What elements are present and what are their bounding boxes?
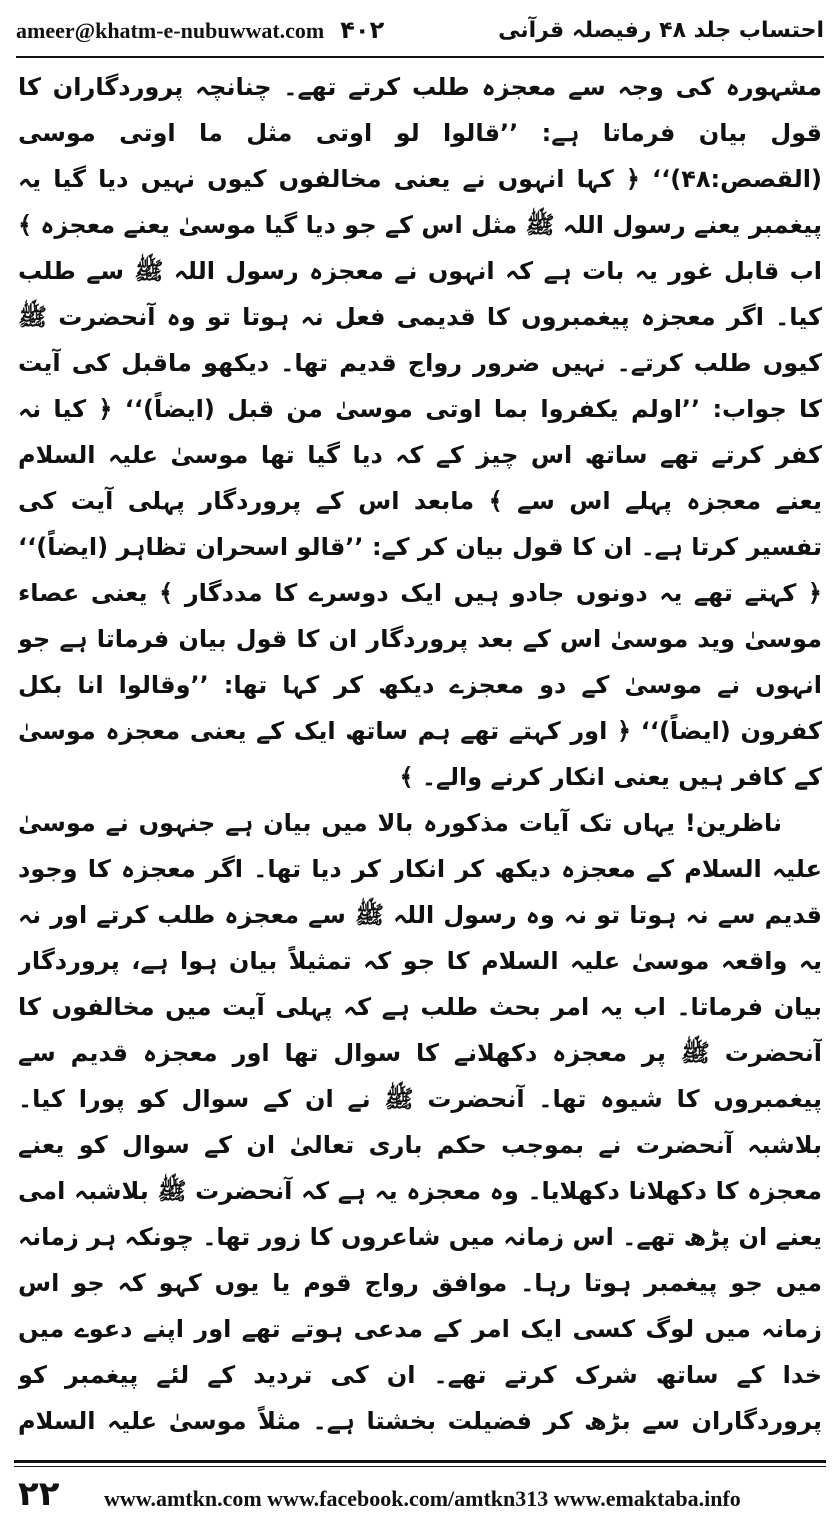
page-body — [18, 64, 822, 1444]
page-footer — [14, 1460, 826, 1524]
header-email: ameer@khatm-e-nubuwwat.com — [16, 18, 325, 43]
header-left — [16, 16, 384, 44]
paragraph-1: مشہورہ کی وجہ سے معجزہ طلب کرتے تھے۔ چنانچہ پروردگاران کا قول بیان فرماتا ہے: ’’قالوا لو اوتی مثل ما اوتی موسی (القصص:۴۸)‘‘ ﴿ کہا انہوں نے یعنی مخالفوں کیوں نہیں دیا گیا یہ پیغمبر یعنے رسول اللہ ﷺ مثل اس کے جو دیا گیا موسیٰ یعنے معجزہ ﴾ اب قابل غور یہ بات ہے کہ انہوں نے معجزہ رسول اللہ ﷺ سے طلب کیا۔ اگر معجزہ پیغمبروں کا قدیمی فعل نہ ہوتا تو وہ آنحضرت ﷺ کیوں طلب کرتے۔ نہیں ضرور رواج قدیم تھا۔ دیکھو ماقبل کی آیت کا جواب: ’’اولم یکفروا بما اوتی موسیٰ من قبل (ایضاً)‘‘ ﴿ کیا نہ کفر کرتے تھے ساتھ اس چیز کے کہ دیا گیا تھا موسیٰ علیہ السلام یعنے معجزہ پہلے اس سے ﴾ مابعد اس کے پروردگار پہلی آیت کی تفسیر کرتا ہے۔ ان کا قول بیان کر کے: ’’قالو اسحران تظاہر (ایضاً)‘‘ ﴿ کہتے تھے یہ دونوں جادو ہیں ایک دوسرے کا مددگار ﴾ یعنی عصاء موسیٰ وید موسیٰ اس کے بعد پروردگار ان کا قول بیان فرماتا ہے جو انہوں نے موسیٰ کے دو معجزے دیکھ کر کہا تھا: ’’وقالوا انا بکل کفرون (ایضاً)‘‘ ﴿ اور کہتے تھے ہم ساتھ ایک کے یعنی معجزہ موسیٰ کے کافر ہیں یعنی انکار کرنے والے۔ ﴾ — [18, 73, 822, 791]
header-page-number: ۴۰۲ — [340, 16, 385, 44]
footer-rule-thin — [14, 1466, 826, 1467]
page-header — [16, 10, 824, 50]
header-book-title: احتساب جلد ۴۸ رفیصلہ قرآنی — [498, 17, 824, 43]
footer-page-number: ۲۲ — [18, 1474, 60, 1514]
paragraph-2: ناظرین! یہاں تک آیات مذکورہ بالا میں بیان ہے جنہوں نے موسیٰ علیہ السلام کے معجزہ دیکھ کر انکار کر دیا تھا۔ اگر معجزہ کا وجود قدیم سے نہ ہوتا تو نہ وہ رسول اللہ ﷺ سے معجزہ طلب کرتے اور نہ یہ واقعہ موسیٰ علیہ السلام کا جو کہ تمثیلاً بیان ہوا ہے، پروردگار بیان فرماتا۔ اب یہ امر بحث طلب ہے کہ پہلی آیت میں مخالفوں کا آنحضرت ﷺ پر معجزہ دکھلانے کا سوال تھا اور معجزہ قدیم سے پیغمبروں کا شیوہ تھا۔ آنحضرت ﷺ نے ان کے سوال کو پورا کیا۔ بلاشبہ آنحضرت نے بموجب حکم باری تعالیٰ ان کے سوال کو یعنے معجزہ کا دکھلانا دکھلایا۔ وہ معجزہ یہ ہے کہ آنحضرت ﷺ بلاشبہ امی یعنے ان پڑھ تھے۔ اس زمانہ میں شاعروں کا زور تھا۔ چونکہ ہر زمانہ میں جو پیغمبر ہوتا رہا۔ موافق رواج قوم یا یوں کہو کہ جو اس زمانہ میں لوگ کسی ایک امر کے مدعی ہوتے تھے اور اپنے دعوے میں خدا کے ساتھ شرک کرتے تھے۔ ان کی تردید کے لئے پیغمبر کو پروردگاران سے بڑھ کر فضیلت بخشتا ہے۔ مثلاً موسیٰ علیہ السلام — [18, 809, 822, 1435]
footer-rule-thick — [14, 1460, 826, 1463]
header-rule — [16, 56, 824, 58]
footer-websites: www.amtkn.com www.facebook.com/amtkn313 www.emaktaba.info — [104, 1486, 741, 1511]
